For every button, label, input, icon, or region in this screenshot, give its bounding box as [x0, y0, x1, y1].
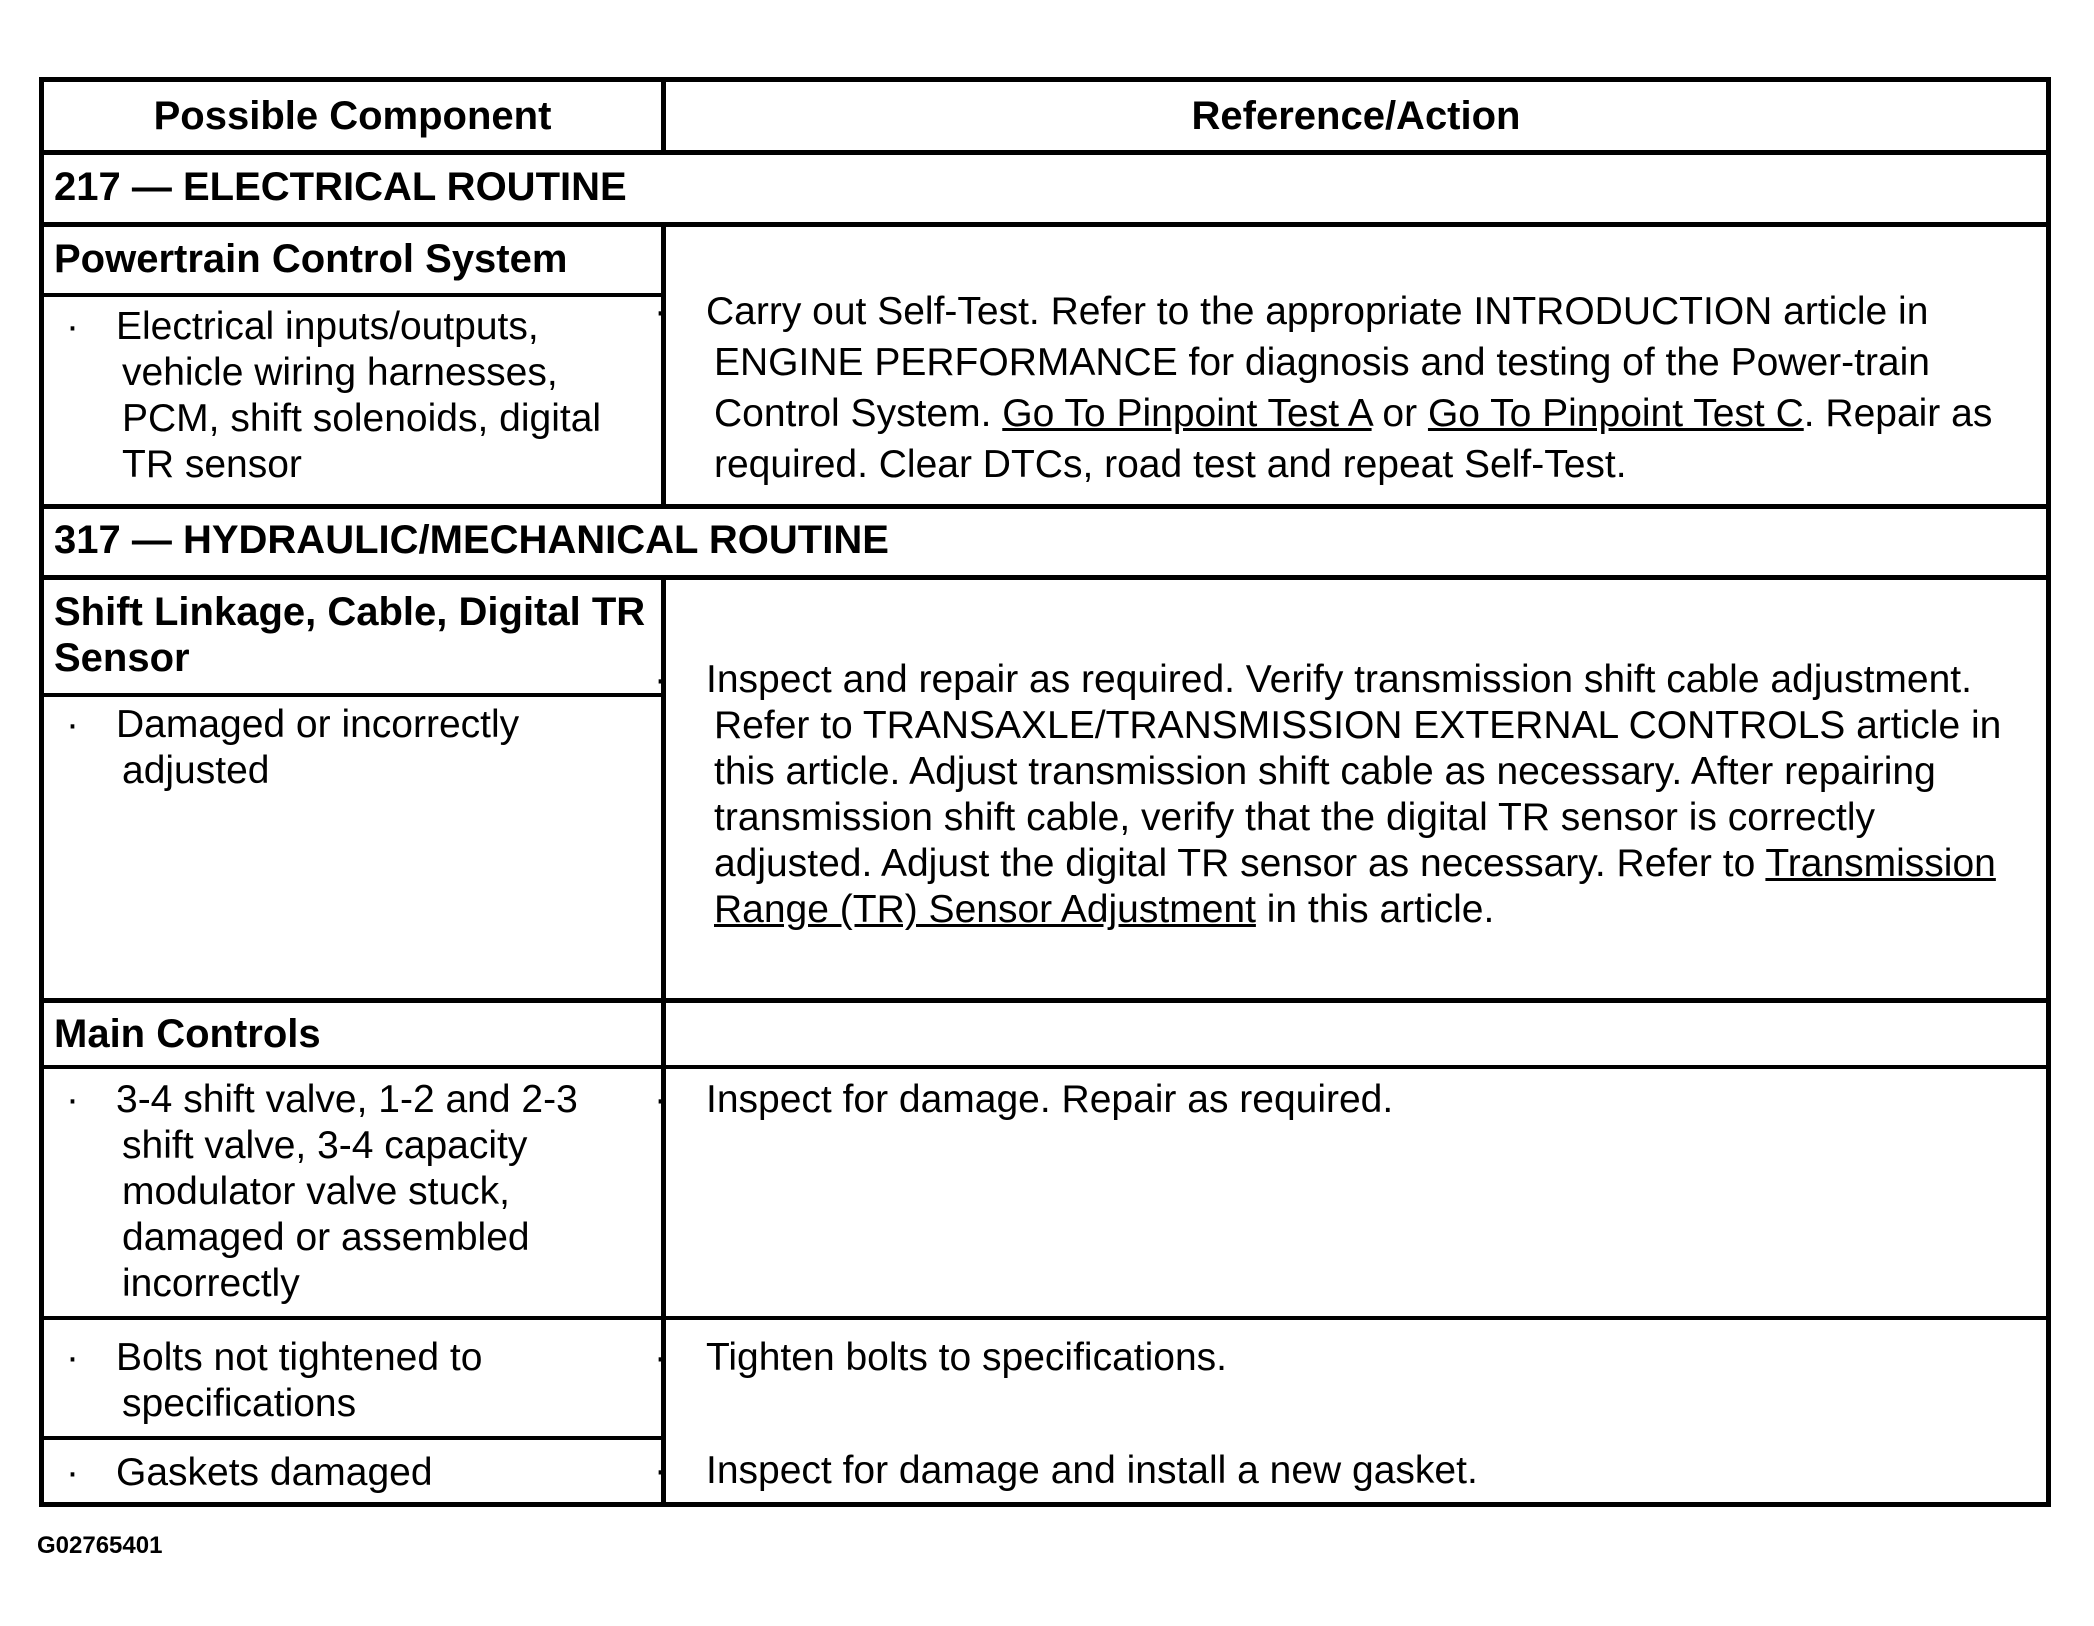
component-shift-linkage: Shift Linkage, Cable, Digital TR Sensor [54, 590, 646, 680]
bullet-dot: · [654, 658, 667, 701]
action-text-post: in this article. [1255, 888, 1495, 931]
cause-bolts-not-tightened [66, 1335, 659, 1427]
rule-below-header [44, 150, 2046, 155]
rule-below-main-controls [44, 1065, 2046, 1069]
rule-below-powertrain [44, 293, 661, 297]
rule-below-section-217 [44, 222, 2046, 227]
cause-text: Bolts not tightened to specifications [116, 1336, 483, 1425]
link-pinpoint-test-c[interactable]: Go To Pinpoint Test C [1427, 392, 1804, 435]
section-title-electrical-routine: 217 — ELECTRICAL ROUTINE [54, 165, 627, 209]
rule-below-valves-row [44, 1316, 2046, 1320]
rule-below-section-317 [44, 575, 2046, 580]
column-divider-group-1 [661, 227, 666, 504]
cause-text: Damaged or incorrectly adjusted [116, 703, 520, 792]
bullet-dot: · [66, 305, 79, 348]
cause-shift-valves [66, 1077, 659, 1307]
action-install-new-gasket [654, 1448, 2039, 1494]
action-inspect-for-damage [654, 1077, 2039, 1123]
figure-id: G02765401 [37, 1532, 163, 1559]
bullet-dot: · [654, 1336, 667, 1379]
cause-gaskets-damaged [66, 1450, 659, 1496]
link-pinpoint-test-a[interactable]: Go To Pinpoint Test A [1002, 392, 1372, 435]
component-main-controls: Main Controls [54, 1012, 321, 1056]
action-text-pre: Carry out Self-Test. Refer to the appropriate INTRODUCTION article in ENGINE PERFORMANCE for diagnosis and testing of the Power-train Control System. [706, 290, 1930, 435]
rule-below-group-powertrain [44, 504, 2046, 509]
bullet-dot: · [66, 703, 79, 746]
action-inspect-and-repair-shift-cable [654, 657, 2039, 933]
action-tighten-bolts [654, 1335, 2039, 1381]
header-possible-component: Possible Component [153, 94, 552, 138]
bullet-dot: · [66, 1078, 79, 1121]
bullet-dot: · [654, 290, 667, 333]
cause-text: 3-4 shift valve, 1-2 and 2-3 shift valve, 3-4 capacity modulator valve stuck, damaged or assembled incorrectly [116, 1078, 578, 1305]
rule-below-bolts-row [44, 1436, 661, 1440]
bullet-dot: · [66, 1336, 79, 1379]
component-powertrain-control-system: Powertrain Control System [54, 237, 568, 281]
action-text: Inspect for damage. Repair as required. [706, 1078, 1394, 1121]
rule-below-shift-linkage [44, 693, 661, 697]
rule-below-group-shift-linkage [44, 998, 2046, 1003]
bullet-dot: · [654, 1078, 667, 1121]
cause-electrical-inputs [66, 304, 659, 488]
cause-text: Electrical inputs/outputs, vehicle wiring harnesses, PCM, shift solenoids, digital TR sensor [116, 305, 602, 486]
action-text-pre: Inspect and repair as required. Verify transmission shift cable adjustment. Refer to TRANSAXLE/TRANSMISSION EXTERNAL CONTROLS article in this article. Adjust transmission shift cable as necessary. After repairing transmission shift cable, verify that the digital TR sensor is correctly adjusted. Adjust the digital TR sensor as necessary. Refer to [706, 658, 2002, 885]
action-text-mid: or [1371, 392, 1428, 435]
action-text: Inspect for damage and install a new gasket. [706, 1449, 1478, 1492]
cause-damaged-or-incorrectly-adjusted [66, 702, 659, 794]
link-tr-sensor-adjustment[interactable]: Transmission Range (TR) Sensor Adjustment [714, 842, 1996, 931]
bullet-dot: · [66, 1451, 79, 1494]
section-title-hydraulic-mechanical-routine: 317 — HYDRAULIC/MECHANICAL ROUTINE [54, 518, 889, 562]
action-carry-out-self-test [654, 286, 2039, 490]
bullet-dot: · [654, 1449, 667, 1492]
action-text-post: . Repair as required. Clear DTCs, road test and repeat Self-Test. [714, 392, 1993, 486]
diagnostic-table [39, 77, 2051, 1507]
cause-text: Gaskets damaged [116, 1451, 433, 1494]
header-reference-action: Reference/Action [1191, 94, 1521, 138]
action-text: Tighten bolts to specifications. [706, 1336, 1227, 1379]
